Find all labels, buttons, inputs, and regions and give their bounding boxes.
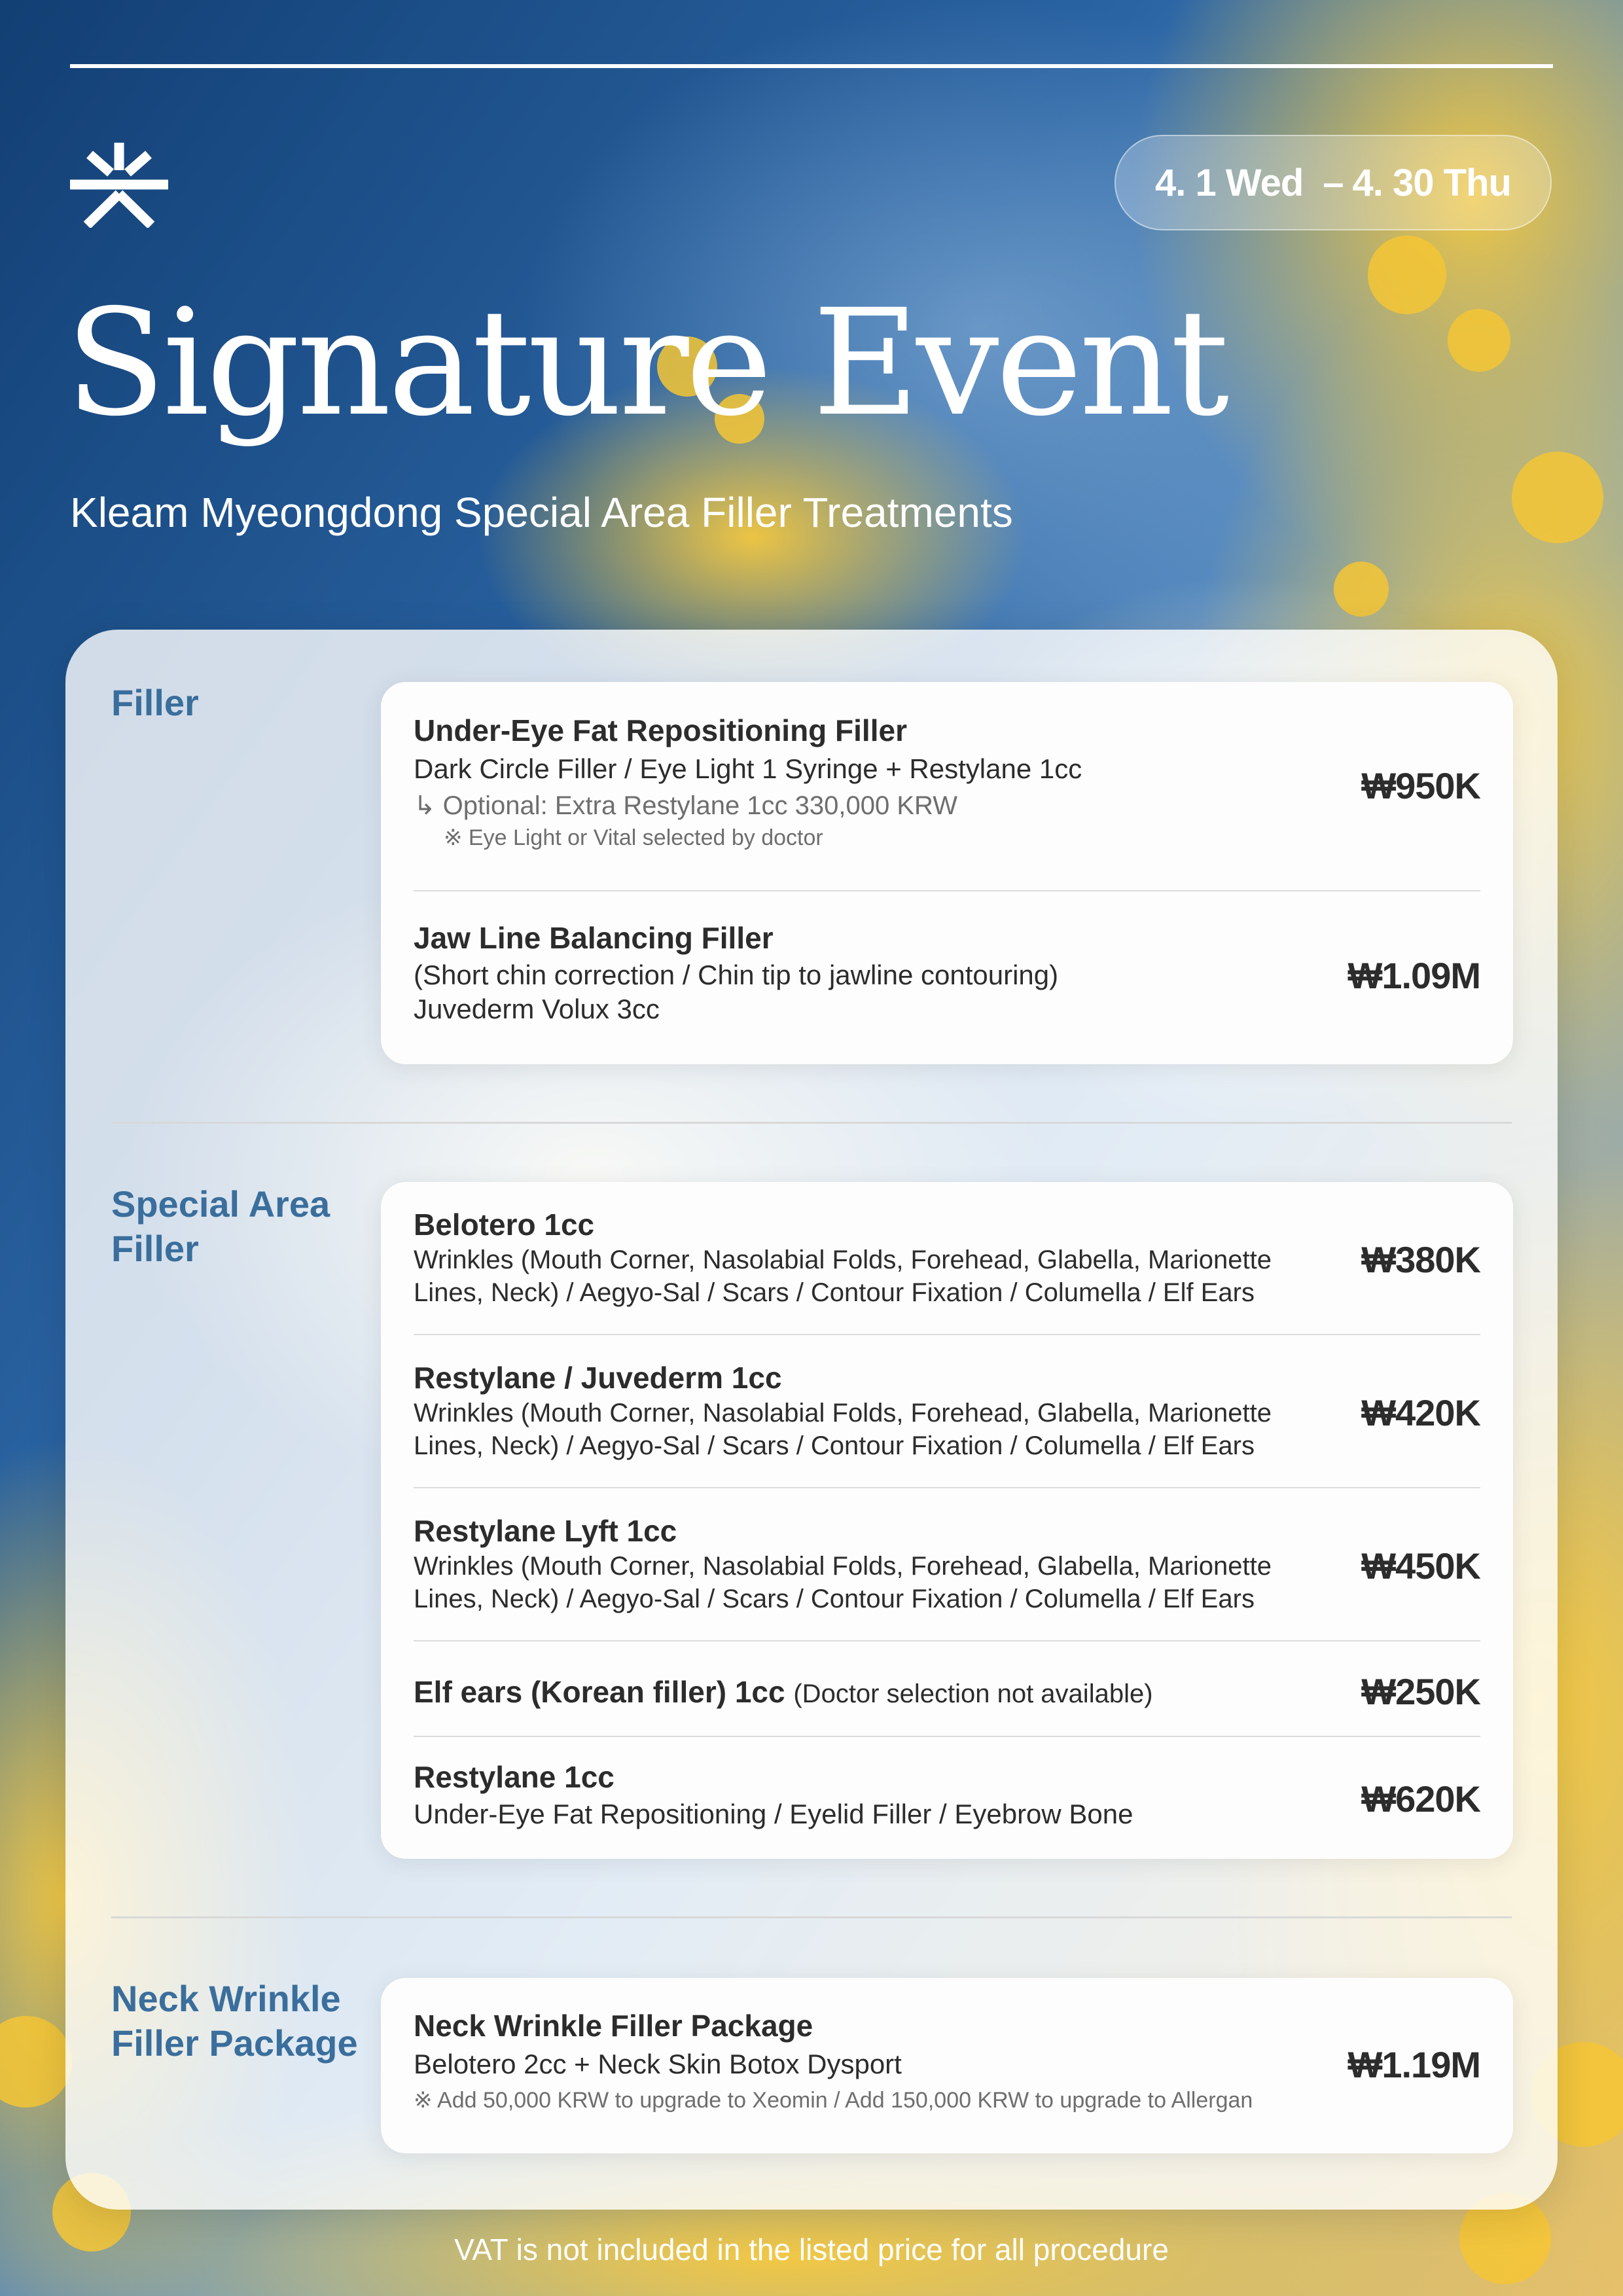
item-inline-note: (Doctor selection not available) bbox=[793, 1679, 1153, 1708]
item-price: ₩1.19M bbox=[1347, 2044, 1480, 2085]
event-date-separator: – bbox=[1323, 161, 1344, 204]
page-title: Signature Event bbox=[65, 278, 1226, 448]
item-note: ※ Add 50,000 KRW to upgrade to Xeomin / Add 150,000 KRW to upgrade to Allergan bbox=[414, 2088, 1253, 2113]
event-date-end: 4. 30 Thu bbox=[1352, 161, 1511, 204]
section-label-neck-wrinkle-package bbox=[111, 1977, 358, 2066]
item-name: Elf ears (Korean filler) 1cc bbox=[414, 1675, 785, 1709]
item-price: ₩450K bbox=[1361, 1545, 1480, 1587]
item-price: ₩420K bbox=[1361, 1392, 1480, 1433]
section-divider bbox=[111, 1916, 1512, 1918]
item-price: ₩380K bbox=[1361, 1239, 1480, 1280]
item-description: (Short chin correction / Chin tip to jawline contouring) bbox=[414, 960, 1059, 990]
neck-wrinkle-card bbox=[381, 1978, 1513, 2153]
page-subtitle: Kleam Myeongdong Special Area Filler Treatments bbox=[70, 489, 1013, 536]
item-name-with-note bbox=[414, 1673, 1480, 1713]
item-description: Wrinkles (Mouth Corner, Nasolabial Folds, Forehead, Glabella, Marionette bbox=[414, 1399, 1272, 1427]
section-label-line: Neck Wrinkle bbox=[111, 1978, 341, 2019]
brand-logo-icon bbox=[70, 143, 168, 228]
item-note: ※ Eye Light or Vital selected by doctor bbox=[444, 825, 823, 850]
item-price: ₩950K bbox=[1361, 765, 1480, 806]
item-description: Lines, Neck) / Aegyo-Sal / Scars / Contour Fixation / Columella / Elf Ears bbox=[414, 1431, 1255, 1460]
item-price: ₩1.09M bbox=[1347, 955, 1480, 996]
row-divider bbox=[414, 1487, 1480, 1488]
item-name: Jaw Line Balancing Filler bbox=[414, 921, 774, 955]
item-description: Belotero 2cc + Neck Skin Botox Dysport bbox=[414, 2049, 902, 2079]
list-item bbox=[414, 1512, 1480, 1615]
section-divider bbox=[111, 1122, 1512, 1124]
footer-vat-notice: VAT is not included in the listed price for all procedure bbox=[454, 2233, 1169, 2267]
row-divider bbox=[414, 1640, 1480, 1641]
item-description: Lines, Neck) / Aegyo-Sal / Scars / Contour Fixation / Columella / Elf Ears bbox=[414, 1585, 1255, 1613]
special-area-card bbox=[381, 1182, 1513, 1859]
list-item bbox=[414, 919, 1480, 1026]
item-name: Under-Eye Fat Repositioning Filler bbox=[414, 713, 907, 747]
section-label-special-area-filler bbox=[111, 1182, 330, 1271]
item-price: ₩250K bbox=[1361, 1671, 1480, 1712]
list-item bbox=[414, 1758, 1480, 1831]
list-item bbox=[414, 1673, 1480, 1713]
item-optional: ↳ Optional: Extra Restylane 1cc 330,000 KRW bbox=[414, 791, 957, 820]
item-description: Dark Circle Filler / Eye Light 1 Syringe + Restylane 1cc bbox=[414, 753, 1082, 784]
list-item bbox=[414, 1206, 1480, 1309]
item-description: Juvederm Volux 3cc bbox=[414, 994, 660, 1024]
list-item bbox=[414, 2007, 1480, 2115]
row-divider bbox=[414, 890, 1480, 891]
item-name: Restylane 1cc bbox=[414, 1760, 615, 1794]
item-description: Lines, Neck) / Aegyo-Sal / Scars / Contour Fixation / Columella / Elf Ears bbox=[414, 1278, 1255, 1307]
item-name: Belotero 1cc bbox=[414, 1208, 595, 1242]
top-rule bbox=[70, 64, 1553, 68]
row-divider bbox=[414, 1334, 1480, 1335]
section-label-filler bbox=[111, 681, 199, 725]
list-item bbox=[414, 711, 1480, 853]
item-price: ₩620K bbox=[1361, 1778, 1480, 1820]
item-name: Restylane Lyft 1cc bbox=[414, 1514, 677, 1548]
item-name: Neck Wrinkle Filler Package bbox=[414, 2009, 813, 2043]
section-label-line: Filler Package bbox=[111, 2022, 358, 2064]
event-date-start: 4. 1 Wed bbox=[1155, 161, 1304, 204]
event-date-badge bbox=[1115, 135, 1552, 230]
section-label-text: Filler bbox=[111, 682, 199, 723]
item-description: Wrinkles (Mouth Corner, Nasolabial Folds, Forehead, Glabella, Marionette bbox=[414, 1552, 1272, 1581]
section-label-line: Special Area bbox=[111, 1183, 330, 1225]
section-label-line: Filler bbox=[111, 1228, 199, 1269]
row-divider bbox=[414, 1736, 1480, 1737]
filler-card bbox=[381, 682, 1513, 1064]
item-description: Under-Eye Fat Repositioning / Eyelid Filler / Eyebrow Bone bbox=[414, 1799, 1133, 1829]
item-name: Restylane / Juvederm 1cc bbox=[414, 1361, 782, 1395]
list-item bbox=[414, 1359, 1480, 1462]
item-description: Wrinkles (Mouth Corner, Nasolabial Folds, Forehead, Glabella, Marionette bbox=[414, 1246, 1272, 1274]
